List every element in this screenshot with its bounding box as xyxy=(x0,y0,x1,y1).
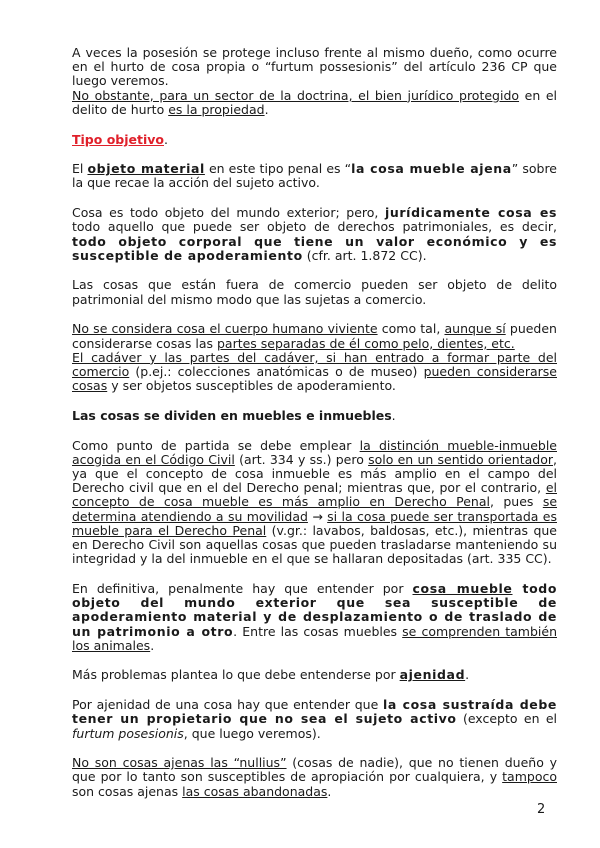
heading-muebles-inmuebles: Las cosas se dividen en muebles e inmuebles. xyxy=(72,407,396,423)
heading-tipo-objetivo: Tipo objetivo. xyxy=(72,131,168,147)
paragraph-cosas-nullius: No son cosas ajenas las “nullius” (cosas de nadie), que no tienen dueño y que por lo tanto son susceptibles de apropiación por cualquiera, y tampoco son cosas ajenas las cosas abandonadas. xyxy=(72,755,557,799)
paragraph-distincion-mueble: Como punto de partida se debe emplear la distinción mueble-inmueble acogida en el Código Civil (art. 334 y ss.) pero solo en un sentido orientador, ya que el concepto de cosa inmueble es más amplio en el campo del Derecho civil que en el del Derecho penal; mientras que, por el contrario, el concepto de cosa mueble es más amplio en Derecho Penal, pues se determina atendiendo a su movilidad → si la cosa puede ser transportada es mueble para el Derecho Penal (v.gr.: lavabos, baldosas, etc.), mientras que en Derecho Civil son aquellas cosas que pueden trasladarse manteniendo su integridad y la del inmueble en el que se hallaran depositadas (art. 335 CC). xyxy=(72,437,558,567)
paragraph-cadaver: El cadáver y las partes del cadáver, si han entrado a formar parte del comercio (p.ej.: colecciones anatómicas o de museo) pueden considerarse cosas y ser objetos susceptibles de apoderamiento. xyxy=(72,349,557,394)
paragraph-fuera-comercio: Las cosas que están fuera de comercio pueden ser objeto de delito patrimonial del mismo modo que las sujetas a comercio. xyxy=(72,277,557,307)
paragraph-possession-owner: A veces la posesión se protege incluso frente al mismo dueño, como ocurre en el hurto de cosa propia o “furtum possesionis” del artículo 236 CP que luego veremos. xyxy=(72,45,557,89)
paragraph-objeto-material: El objeto material en este tipo penal es “la cosa mueble ajena” sobre la que recae la acción del sujeto activo. xyxy=(72,161,557,191)
paragraph-ajenidad-problemas: Más problemas plantea lo que debe entenderse por ajenidad. xyxy=(72,667,470,683)
paragraph-definicion-mueble: En definitiva, penalmente hay que entender por cosa mueble todo objeto del mundo exterior que sea susceptible de apoderamiento material y de desplazamiento o de traslado de un patrimonio a otro. Entre las cosas muebles se comprenden también los animales. xyxy=(72,580,558,653)
paragraph-ajenidad-definicion: Por ajenidad de una cosa hay que entender que la cosa sustraída debe tener un propietario que no sea el sujeto activo (excepto en el furtum posesionis, que luego veremos). xyxy=(72,697,557,741)
paragraph-cuerpo-humano: No se considera cosa el cuerpo humano viviente como tal, aunque sí pueden considerarse cosas las partes separadas de él como pelo, dientes, etc. xyxy=(72,321,557,351)
page-number: 2 xyxy=(537,802,546,817)
paragraph-definicion-cosa: Cosa es todo objeto del mundo exterior; pero, jurídicamente cosa es todo aquello que puede ser objeto de derechos patrimoniales, es decir, todo objeto corporal que tiene un valor económico y es susceptible de apoderamiento (cfr. art. 1.872 CC). xyxy=(72,205,557,263)
paragraph-doctrine-property: No obstante, para un sector de la doctrina, el bien jurídico protegido en el delito de hurto es la propiedad. xyxy=(72,87,557,117)
